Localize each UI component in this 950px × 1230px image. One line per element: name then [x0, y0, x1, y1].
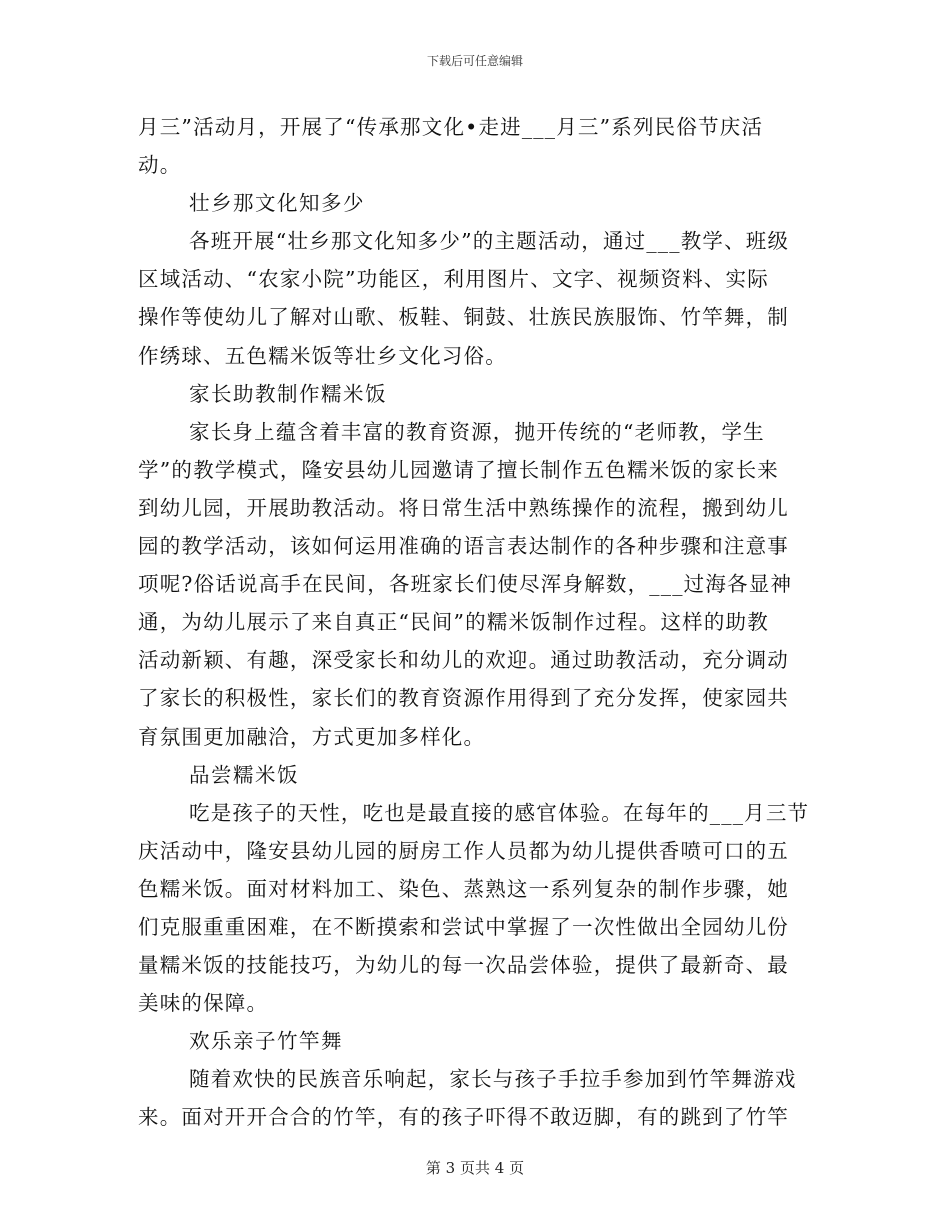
body-line: 色糯米饭。面对材料加工、染色、蒸熟这一系列复杂的制作步骤，她 [138, 876, 789, 901]
section-heading-zhuang-culture: 壮乡那文化知多少 [189, 191, 365, 216]
body-line: 们克服重重困难，在不断摸索和尝试中掌握了一次性做出全园幼儿份 [138, 914, 789, 939]
body-line: 量糯米饭的技能技巧，为幼儿的每一次品尝体验，提供了最新奇、最 [138, 953, 789, 978]
body-line: 通，为幼儿展示了来自真正“民间”的糯米饭制作过程。这样的助教 [138, 610, 769, 635]
body-line: 操作等使幼儿了解对山歌、板鞋、铜鼓、壮族民族服饰、竹竿舞，制 [138, 305, 789, 330]
body-line: 吃是孩子的天性，吃也是最直接的感官体验。在每年的___月三节 [189, 800, 810, 825]
body-line: 项呢?俗话说高手在民间，各班家长们使尽浑身解数，___过海各显神 [138, 572, 793, 597]
section-heading-bamboo-dance: 欢乐亲子竹竿舞 [189, 1029, 343, 1054]
body-line: 美味的保障。 [138, 991, 269, 1016]
document-body [138, 108, 810, 1137]
body-line: 月三”活动月，开展了“传承那文化•走进___月三”系列民俗节庆活 [138, 115, 764, 139]
body-line: 来。面对开开合合的竹竿，有的孩子吓得不敢迈脚，有的跳到了竹竿 [138, 1105, 789, 1130]
body-line: 区域活动、“农家小院”功能区，利用图片、文字、视频资料、实际 [138, 267, 769, 292]
page-header-note: 下载后可任意编辑 [426, 54, 523, 68]
body-line: 到幼儿园，开展助教活动。将日常生活中熟练操作的流程，搬到幼儿 [138, 495, 789, 520]
body-line: 活动新颖、有趣，深受家长和幼儿的欢迎。通过助教活动，充分调动 [138, 648, 789, 673]
body-line: 作绣球、五色糯米饭等壮乡文化习俗。 [138, 343, 507, 368]
body-line: 动。 [138, 153, 182, 178]
section-heading-tasting: 品尝糯米饭 [189, 762, 299, 787]
page-number: 第 3 页共 4 页 [425, 1159, 525, 1177]
body-line: 学”的教学模式，隆安县幼儿园邀请了擅长制作五色糯米饭的家长来 [138, 457, 779, 482]
section-heading-parent-teaching: 家长助教制作糯米饭 [189, 381, 387, 406]
body-line: 育氛围更加融洽，方式更加多样化。 [138, 724, 486, 749]
body-line: 家长身上蕴含着丰富的教育资源，抛开传统的“老师教，学生 [189, 419, 765, 444]
body-line: 各班开展“壮乡那文化知多少”的主题活动，通过___教学、班级 [189, 229, 790, 254]
body-line: 园的教学活动，该如何运用准确的语言表达制作的各种步骤和注意事 [138, 534, 789, 559]
body-line: 了家长的积极性，家长们的教育资源作用得到了充分发挥，使家园共 [138, 686, 789, 711]
body-line: 庆活动中，隆安县幼儿园的厨房工作人员都为幼儿提供香喷可口的五 [138, 838, 789, 863]
body-line: 随着欢快的民族音乐响起，家长与孩子手拉手参加到竹竿舞游戏 [189, 1067, 797, 1092]
